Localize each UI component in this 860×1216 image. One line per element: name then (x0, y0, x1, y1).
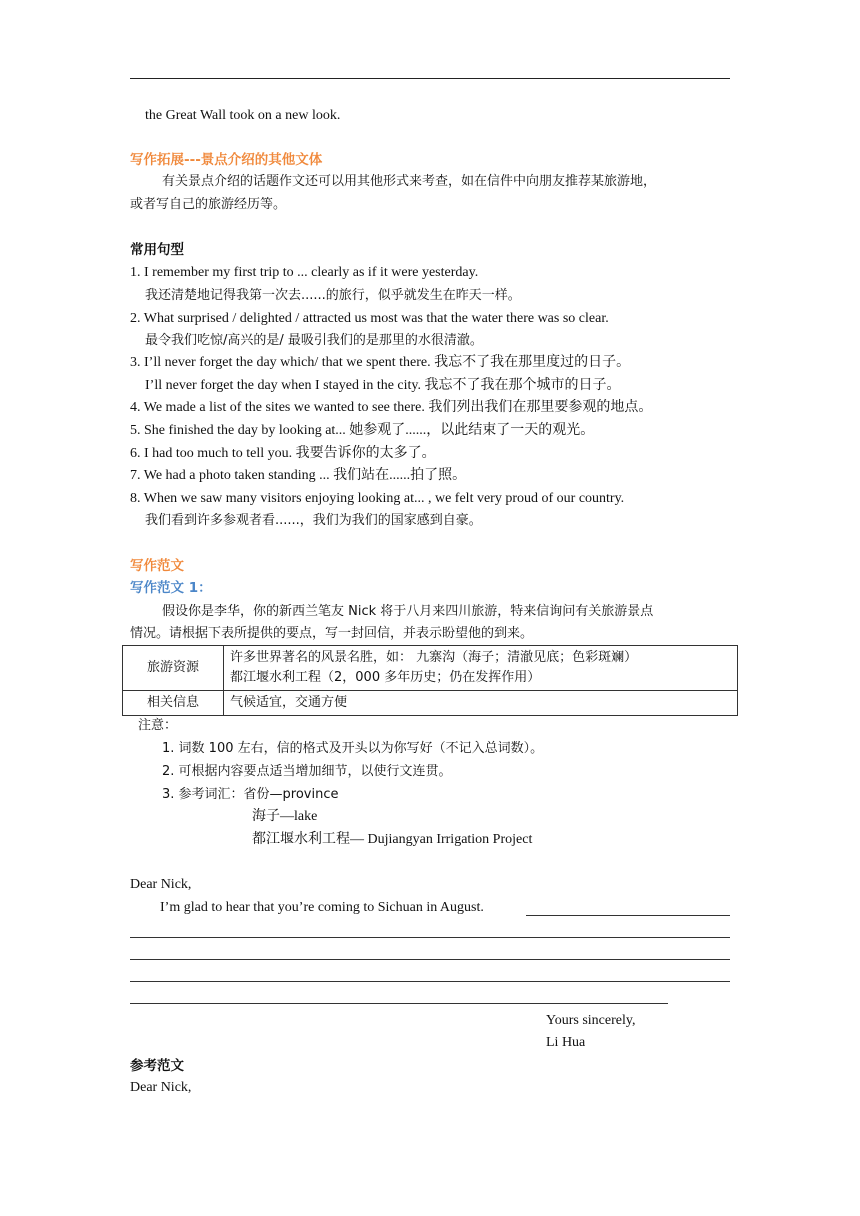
pattern-item: 7. We had a photo taken standing ... 我们站在......拍了照。 (130, 468, 467, 483)
letter-signature: Li Hua (546, 1035, 586, 1050)
sample-prompt-line-1: 假设你是李华，你的新西兰笔友 Nick 将于八月来四川旅游，特来信询问有关旅游景点 (162, 604, 654, 619)
notes-label: 注意： (138, 718, 178, 733)
header-rule (130, 78, 730, 79)
reference-salutation: Dear Nick, (130, 1080, 192, 1095)
pattern-item: I’ll never forget the day when I stayed in the city. 我忘不了我在那个城市的日子。 (145, 378, 621, 393)
pattern-item: 1. I remember my first trip to ... clearly as if it were yesterday. (130, 265, 479, 280)
writing-blank-line[interactable] (130, 981, 730, 982)
vocab-item: 都江堰水利工程— Dujiangyan Irrigation Project (252, 832, 533, 847)
sample-prompt-line-2: 情况。请根据下表所提供的要点，写一封回信，并表示盼望他的到来。 (130, 626, 534, 641)
note-item-1: 1. 词数 100 左右，信的格式及开头以为你写好（不记入总词数）。 (162, 741, 544, 756)
section-title-writing-extension: 写作拓展---景点介绍的其他文体 (130, 152, 323, 168)
table-value-line-2: 都江堰水利工程（2，000 多年历史；仍在发挥作用） (230, 670, 541, 685)
pattern-item: 6. I had too much to tell you. 我要告诉你的太多了。 (130, 446, 436, 461)
pattern-item: 3. I’ll never forget the day which/ that we spent there. 我忘不了我在那里度过的日子。 (130, 355, 631, 370)
letter-salutation: Dear Nick, (130, 877, 192, 892)
section-paragraph-line-2: 或者写自己的旅游经历等。 (130, 197, 287, 212)
table-row (123, 691, 738, 716)
table-value-cell (224, 646, 738, 691)
table-row (123, 646, 738, 691)
letter-closing: Yours sincerely, (546, 1013, 636, 1028)
resource-table (122, 645, 738, 716)
sample-title: 写作范文 (130, 558, 184, 574)
sample-subtitle: 写作范文 1： (130, 580, 212, 596)
writing-blank-line[interactable] (130, 1003, 668, 1004)
writing-blank-line[interactable] (130, 937, 730, 938)
note-item-2: 2. 可根据内容要点适当增加细节，以使行文连贯。 (162, 764, 452, 779)
pattern-item: 我们看到许多参观者看......，我们为我们的国家感到自豪。 (145, 513, 482, 528)
table-value-cell: 气候适宜，交通方便 (224, 691, 738, 716)
table-header-cell: 相关信息 (123, 691, 224, 716)
pattern-item: 2. What surprised / delighted / attracted us most was that the water there was so clear. (130, 311, 609, 326)
writing-blank-line[interactable] (130, 959, 730, 960)
note-item-3: 3. 参考词汇：省份—province (162, 787, 339, 802)
section-paragraph-line-1: 有关景点介绍的话题作文还可以用其他形式来考查，如在信件中向朋友推荐某旅游地， (162, 174, 657, 189)
patterns-title: 常用句型 (130, 242, 184, 258)
continued-sentence: the Great Wall took on a new look. (145, 108, 341, 123)
table-header-cell: 旅游资源 (123, 646, 224, 691)
writing-blank-line[interactable] (526, 915, 730, 916)
pattern-item: 5. She finished the day by looking at... 她参观了......，以此结束了一天的观光。 (130, 423, 595, 438)
letter-opening: I’m glad to hear that you’re coming to Sichuan in August. (160, 900, 484, 915)
pattern-item: 最令我们吃惊/高兴的是/ 最吸引我们的是那里的水很清澈。 (145, 333, 483, 348)
reference-title: 参考范文 (130, 1058, 184, 1074)
pattern-item: 我还清楚地记得我第一次去......的旅行，似乎就发生在昨天一样。 (145, 288, 521, 303)
table-value-line-1: 许多世界著名的风景名胜，如： 九寨沟（海子；清澈见底；色彩斑斓） (230, 650, 638, 665)
vocab-item: 海子—lake (252, 809, 318, 824)
pattern-item: 4. We made a list of the sites we wanted to see there. 我们列出我们在那里要参观的地点。 (130, 400, 653, 415)
pattern-item: 8. When we saw many visitors enjoying looking at... , we felt very proud of our country. (130, 491, 625, 506)
